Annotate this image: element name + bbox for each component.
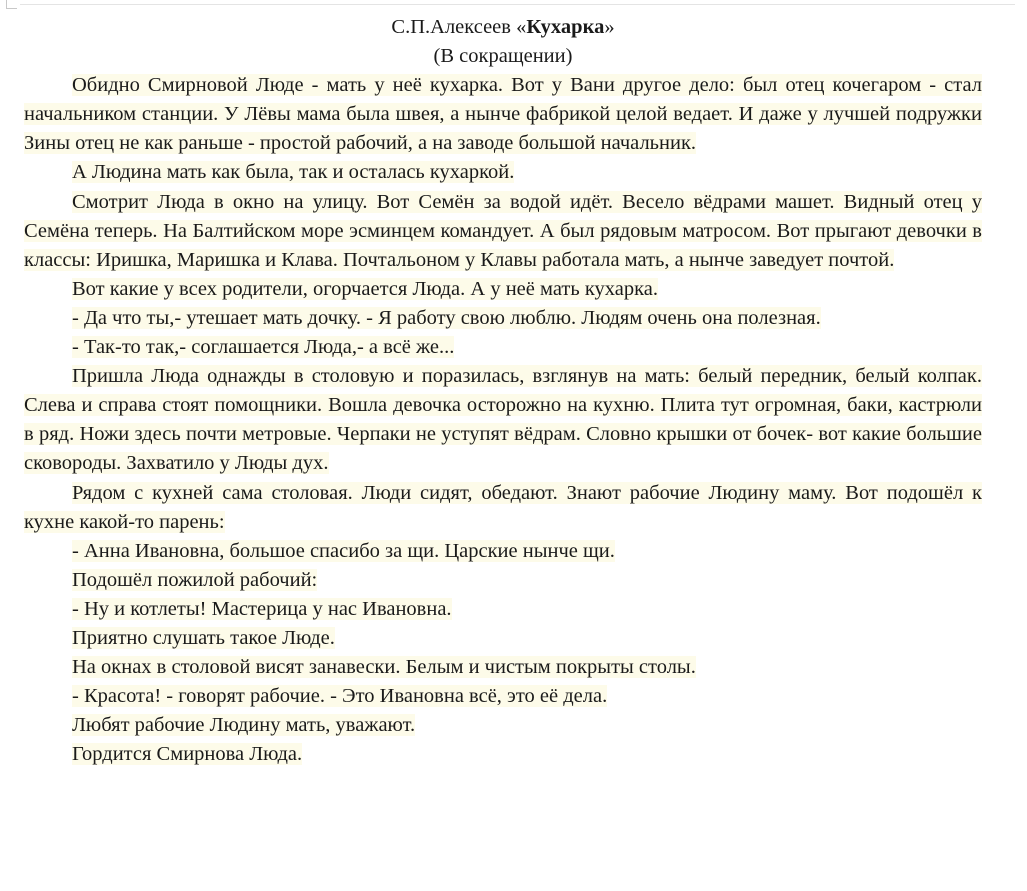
paragraph: Подошёл пожилой рабочий: bbox=[72, 568, 318, 591]
title-work: Кухарка bbox=[526, 16, 605, 38]
paragraph: Пришла Люда однажды в столовую и поразилась, взглянув на мать: белый передник, белый колпак. Слева и справа стоят помощники. Вошла девочка осторожно на кухню. Плита тут огромная, баки, кастрюли в ряд. Ножи здесь почти метровые. Черпаки не уступят вёдрам. Словно крышки от бочек- вот какие большие сковороды. Захватило у Люды дух. bbox=[24, 365, 982, 475]
paragraph: Рядом с кухней сама столовая. Люди сидят, обедают. Знают рабочие Людину маму. Вот подошёл к кухне какой-то парень: bbox=[24, 481, 982, 533]
paragraph: На окнах в столовой висят занавески. Белым и чистым покрыты столы. bbox=[72, 656, 696, 679]
title-close-quote: » bbox=[604, 16, 615, 38]
paragraph: Приятно слушать такое Люде. bbox=[72, 626, 335, 649]
title-author: С.П.Алексеев « bbox=[391, 16, 527, 38]
paragraph: Гордится Смирнова Люда. bbox=[72, 743, 303, 766]
paragraph: Смотрит Люда в окно на улицу. Вот Семён за водой идёт. Весело вёдрами машет. Видный отец у Семёна теперь. На Балтийском море эсминцем командует. А был рядовым матросом. Вот прыгают девочки в классы: Иришка, Маришка и Клава. Почтальоном у Клавы работала мать, а нынче заведует почтой. bbox=[24, 190, 982, 271]
paragraph: Любят рабочие Людину мать, уважают. bbox=[72, 714, 416, 737]
document-body[interactable] bbox=[24, 13, 982, 769]
paragraph: Вот какие у всех родители, огорчается Люда. А у неё мать кухарка. bbox=[72, 277, 658, 300]
paragraph: - Красота! - говорят рабочие. - Это Ивановна всё, это её дела. bbox=[72, 685, 608, 708]
paragraph: - Да что ты,- утешает мать дочку. - Я работу свою люблю. Людям очень она полезная. bbox=[72, 306, 821, 329]
paragraph: - Так-то так,- соглашается Люда,- а всё же... bbox=[72, 336, 455, 359]
paragraph: - Ну и котлеты! Мастерица у нас Ивановна. bbox=[72, 597, 452, 620]
page-corner-mark bbox=[6, 0, 17, 9]
paragraph: Обидно Смирновой Люде - мать у неё кухарка. Вот у Вани другое дело: был отец кочегаром - стал начальником станции. У Лёвы мама была швея, а нынче фабрикой целой ведает. И даже у лучшей подружки Зины отец не как раньше - простой рабочий, а на заводе большой начальник. bbox=[24, 74, 982, 155]
paragraph: А Людина мать как была, так и осталась кухаркой. bbox=[72, 161, 515, 184]
document-title bbox=[24, 13, 982, 42]
page-top-rule bbox=[20, 4, 1015, 5]
document-subtitle: (В сокращении) bbox=[433, 45, 573, 68]
paragraph: - Анна Ивановна, большое спасибо за щи. Царские нынче щи. bbox=[72, 539, 615, 562]
